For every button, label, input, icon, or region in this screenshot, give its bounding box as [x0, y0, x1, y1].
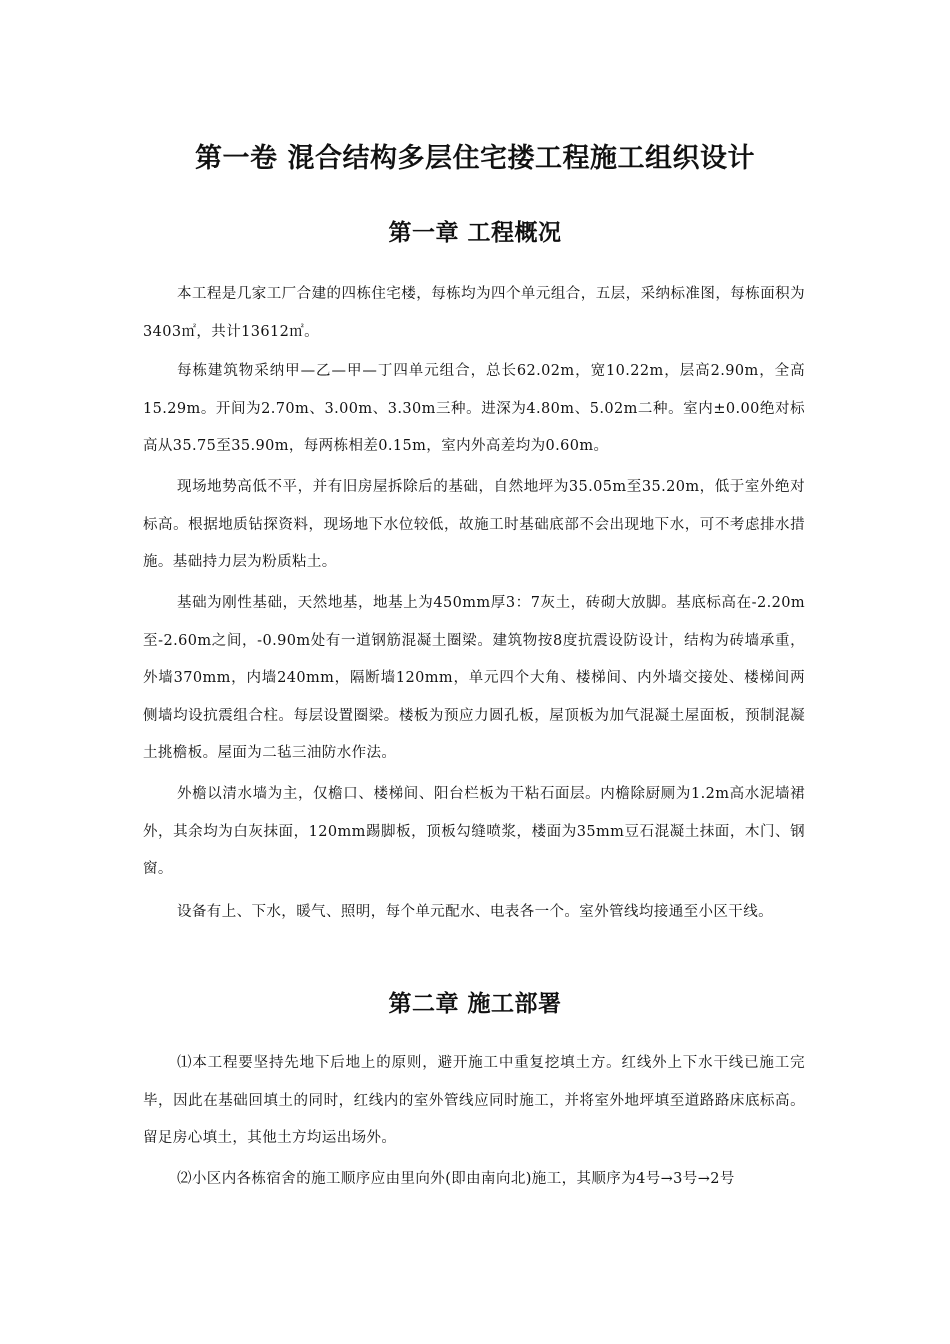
chapter-2-paragraph-1: ⑴本工程要坚持先地下后地上的原则，避开施工中重复挖填土方。红线外上下水干线已施工完毕，因此在基础回填土的同时，红线内的室外管线应同时施工，并将室外地坪填至道路路床底标高。留足房心填土，其他土方均运出场外。: [143, 1055, 805, 1146]
chapter-2-title: 第二章 施工部署: [388, 991, 562, 1017]
chapter-2-paragraph-2: ⑵小区内各栋宿舍的施工顺序应由里向外(即由南向北)施工，其顺序为4号→3号→2号: [177, 1171, 735, 1187]
chapter-1-paragraph-5: 外檐以清水墙为主，仅檐口、楼梯间、阳台栏板为干粘石面层。内檐除厨厕为1.2m高水泥墙裙外，其余均为白灰抹面，120mm踢脚板，顶板勾缝喷浆，楼面为35mm豆石混凝土抹面，木门、钢窗。: [143, 786, 805, 877]
volume-title: 第一卷 混合结构多层住宅搂工程施工组织设计: [195, 143, 755, 174]
chapter-1-paragraph-2: 每栋建筑物采纳甲—乙—甲—丁四单元组合，总长62.02m，宽10.22m，层高2.90m，全高15.29m。开间为2.70m、3.00m、3.30m三种。进深为4.80m、5.02m二种。室内±0.00绝对标高从35.75至35.90m，每两栋相差0.15m，室内外高差均为0.60m。: [143, 363, 805, 454]
chapter-1-paragraph-6: 设备有上、下水，暖气、照明，每个单元配水、电表各一个。室外管线均接通至小区干线。: [177, 904, 773, 920]
chapter-1-paragraph-4: 基础为刚性基础，天然地基，地基上为450mm厚3：7灰土，砖砌大放脚。基底标高在-2.20m至-2.60m之间，-0.90m处有一道钢筋混凝土圈梁。建筑物按8度抗震设防设计，结构为砖墙承重，外墙370mm，内墙240mm，隔断墙120mm，单元四个大角、楼梯间、内外墙交接处、楼梯间两侧墙均设抗震组合柱。每层设置圈梁。楼板为预应力圆孔板，屋顶板为加气混凝土屋面板，预制混凝土挑檐板。屋面为二毡三油防水作法。: [143, 595, 805, 761]
chapter-1-paragraph-3: 现场地势高低不平，并有旧房屋拆除后的基础，自然地坪为35.05m至35.20m，低于室外绝对标高。根据地质钻探资料，现场地下水位较低，故施工时基础底部不会出现地下水，可不考虑排水措施。基础持力层为粉质粘土。: [143, 479, 805, 570]
chapter-1-paragraph-1: 本工程是几家工厂合建的四栋住宅楼，每栋均为四个单元组合，五层，采纳标准图，每栋面积为3403㎡，共计13612㎡。: [143, 286, 805, 340]
chapter-1-title: 第一章 工程概况: [388, 220, 562, 246]
